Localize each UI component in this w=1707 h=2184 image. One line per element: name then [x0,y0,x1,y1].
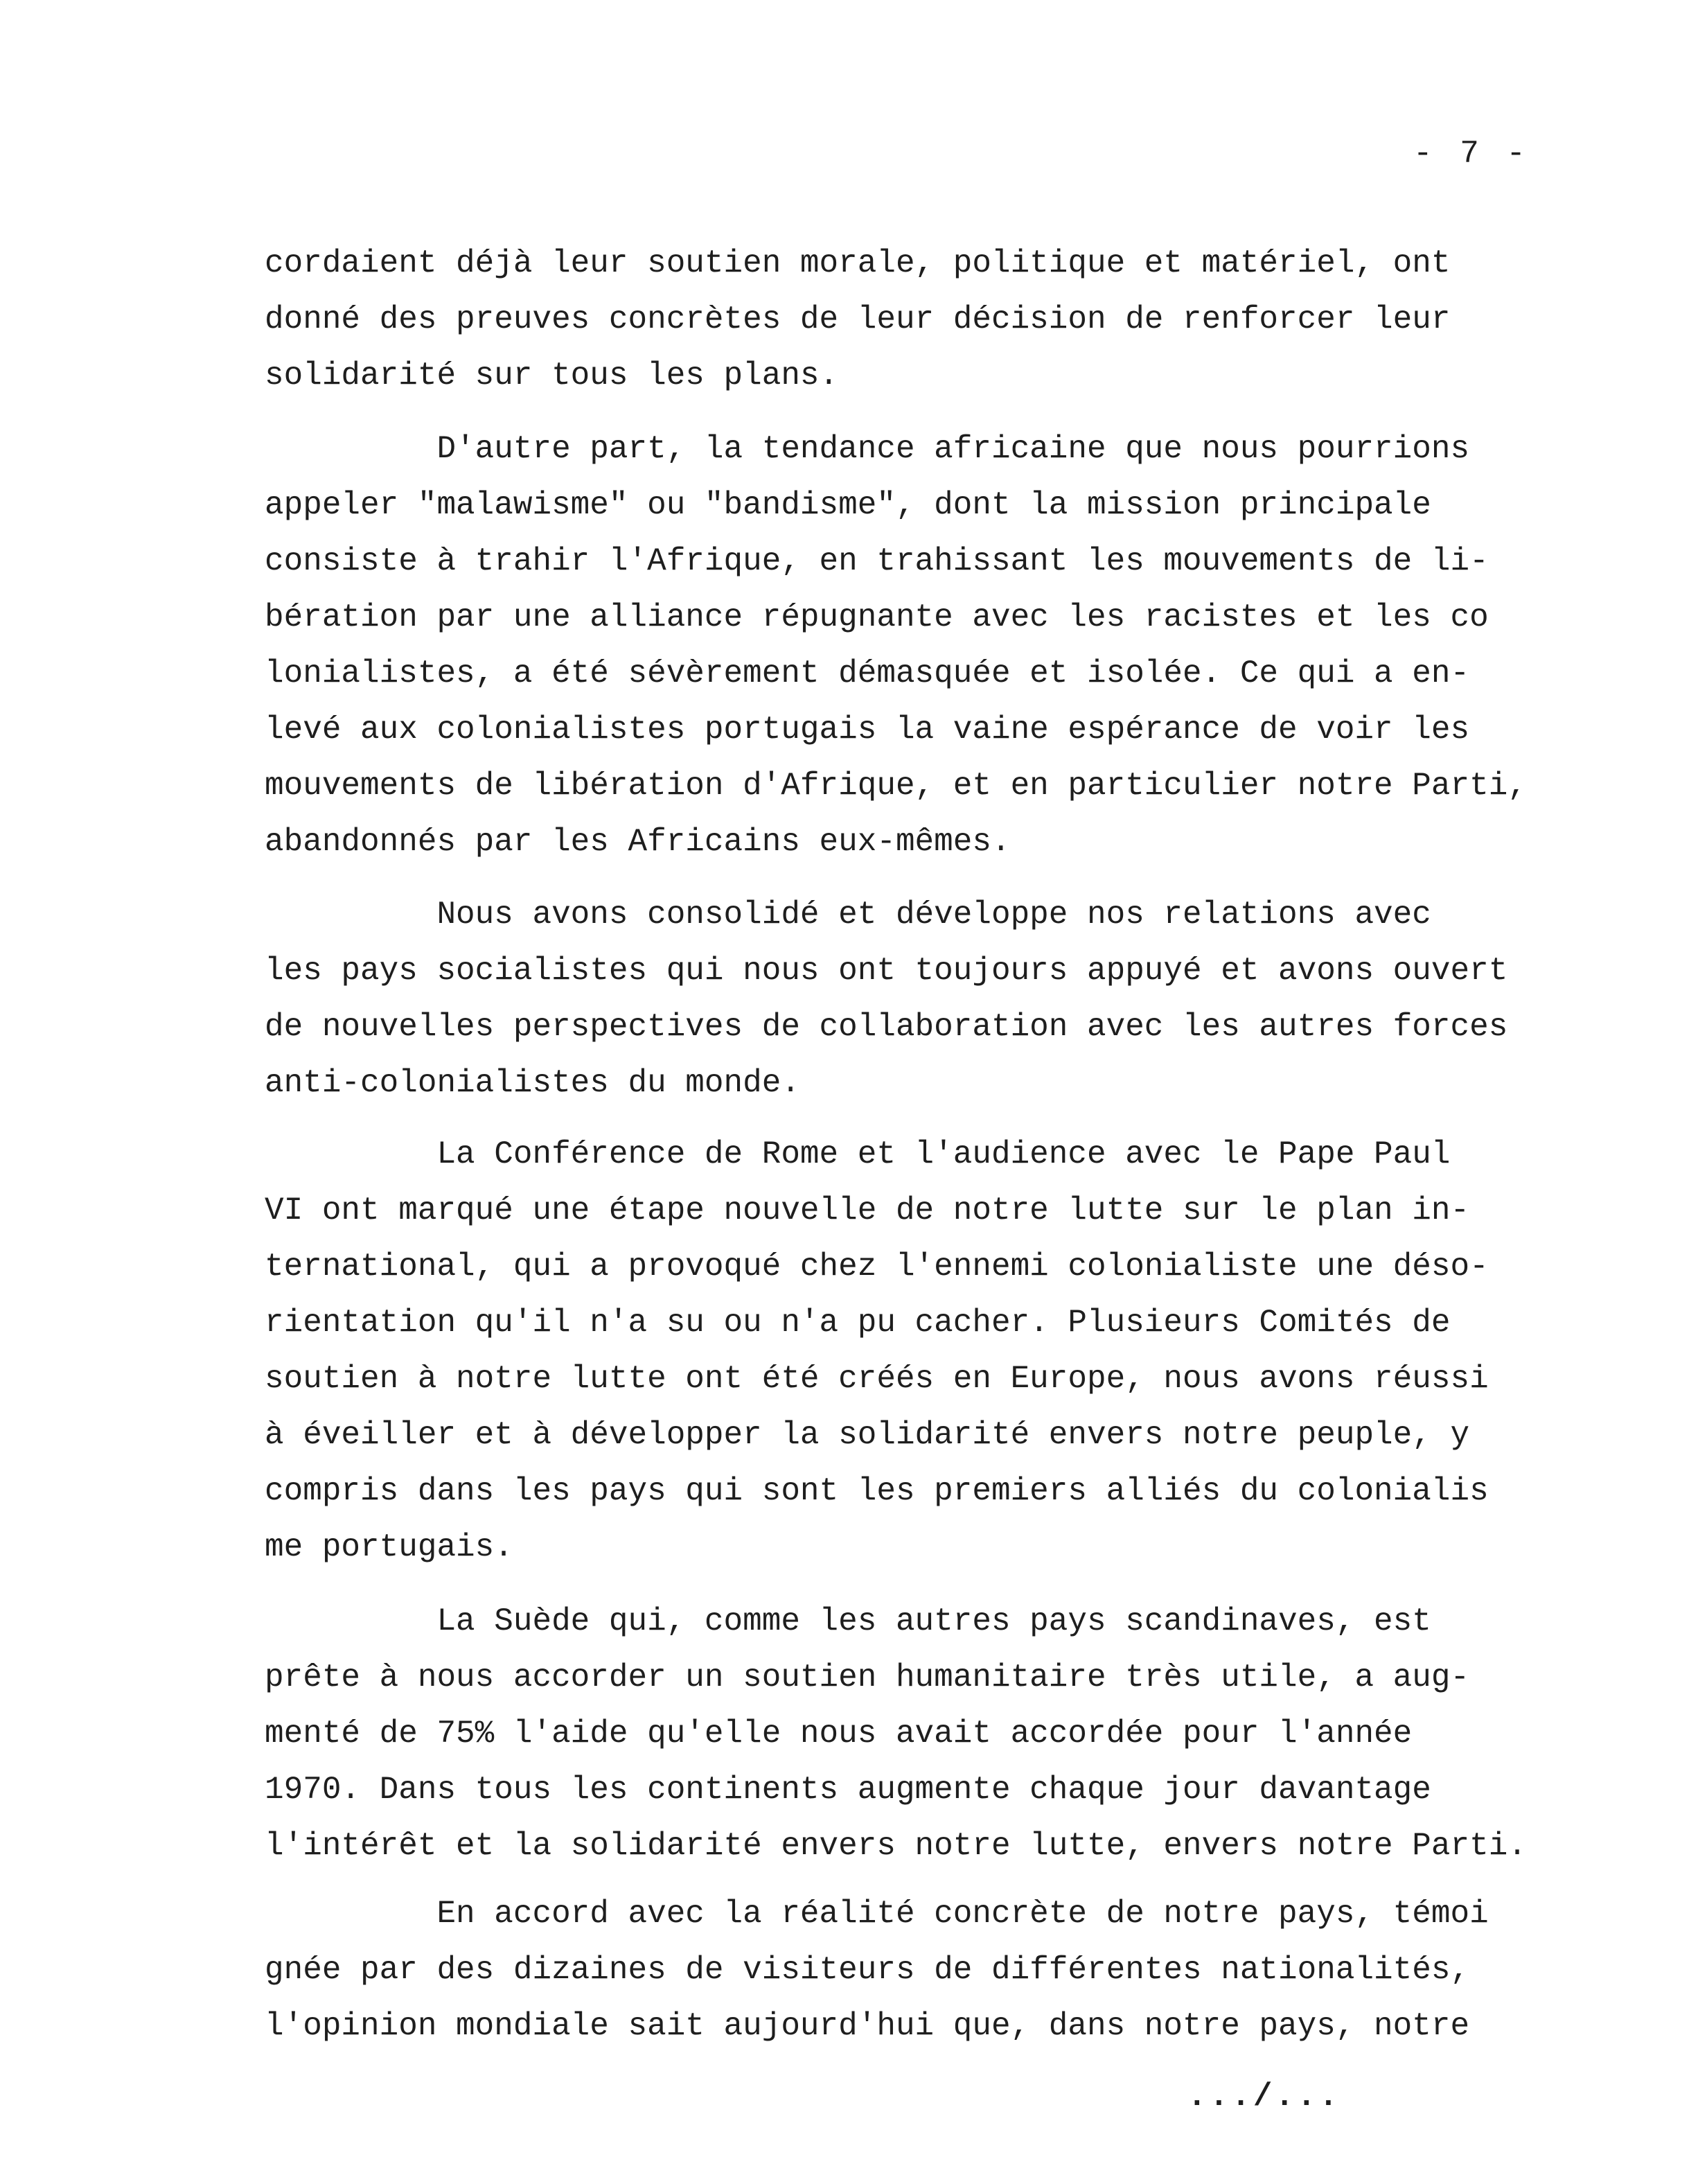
continuation-mark: .../... [1187,2079,1341,2115]
text-line: soutien à notre lutte ont été créés en Europe, nous avons réussi [265,1361,1489,1397]
text-line: l'opinion mondiale sait aujourd'hui que, dans notre pays, notre [265,2008,1470,2044]
text-line: de nouvelles perspectives de collaboration avec les autres forces [265,1009,1508,1045]
text-line: bération par une alliance répugnante avec les racistes et les co [265,599,1489,635]
text-line: me portugais. [265,1529,513,1565]
text-line: levé aux colonialistes portugais la vaine espérance de voir les [265,712,1470,748]
text-line: La Suède qui, comme les autres pays scandinaves, est [265,1603,1431,1639]
text-line: rientation qu'il n'a su ou n'a pu cacher. Plusieurs Comités de [265,1305,1451,1341]
text-line: l'intérêt et la solidarité envers notre lutte, envers notre Parti. [265,1828,1527,1864]
text-line: Nous avons consolidé et développe nos relations avec [265,897,1431,933]
text-line: donné des preuves concrètes de leur décision de renforcer leur [265,301,1451,337]
text-line: appeler "malawisme" ou "bandisme", dont la mission principale [265,487,1431,523]
paragraph-3 [265,887,1507,1111]
text-line: prête à nous accorder un soutien humanitaire très utile, a aug- [265,1659,1470,1696]
text-line: VI ont marqué une étape nouvelle de notre lutte sur le plan in- [265,1192,1470,1228]
text-line: mouvements de libération d'Afrique, et en particulier notre Parti, [265,768,1527,804]
text-line: lonialistes, a été sévèrement démasquée et isolée. Ce qui a en- [265,655,1470,692]
text-line: compris dans les pays qui sont les premiers alliés du colonialis [265,1473,1489,1509]
text-line: En accord avec la réalité concrète de notre pays, témoi [265,1896,1489,1932]
paragraph-2 [265,421,1527,870]
text-line: à éveiller et à développer la solidarité envers notre peuple, y [265,1417,1470,1453]
paragraph-6 [265,1886,1489,2054]
text-line: menté de 75% l'aide qu'elle nous avait accordée pour l'année [265,1716,1413,1752]
paragraph-1 [265,236,1450,404]
paragraph-5 [265,1594,1527,1874]
text-line: abandonnés par les Africains eux-mêmes. [265,824,1011,860]
text-line: cordaient déjà leur soutien morale, politique et matériel, ont [265,245,1451,281]
text-line: les pays socialistes qui nous ont toujours appuyé et avons ouvert [265,953,1508,989]
text-line: consiste à trahir l'Afrique, en trahissant les mouvements de li- [265,543,1489,579]
text-line: ternational, qui a provoqué chez l'ennemi colonialiste une déso- [265,1249,1489,1285]
text-line: 1970. Dans tous les continents augmente chaque jour davantage [265,1772,1431,1808]
text-line: D'autre part, la tendance africaine que nous pourrions [265,431,1470,467]
text-line: La Conférence de Rome et l'audience avec le Pape Paul [265,1136,1451,1172]
text-line: anti-colonialistes du monde. [265,1065,800,1101]
text-line: gnée par des dizaines de visiteurs de différentes nationalités, [265,1952,1470,1988]
paragraph-4 [265,1127,1489,1576]
page-number: - 7 - [1413,136,1530,172]
text-line: solidarité sur tous les plans. [265,358,839,394]
